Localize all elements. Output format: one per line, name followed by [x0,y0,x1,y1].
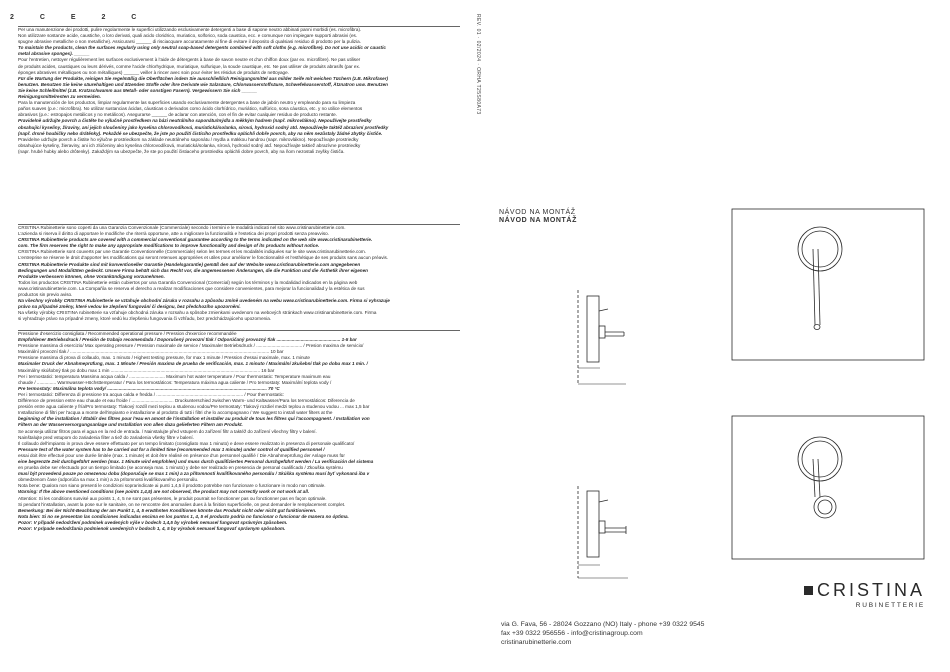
contact-fax-email: fax +39 0322 956556 - info@cristinagroup.com [501,630,643,638]
logo-square-icon [804,586,813,595]
specs-line: Empfohlener Betriebsdruck / Presión de trabajo recomendada / Doporučený provozní tlak / Odporúčaný provozný tlak .................................................. 1-5 bar [18,337,357,343]
specs-line: Nainštalujte pred vstupom do zariadenia filter a tiež do zariadenia všetky filtre v balení. [18,434,194,440]
cleaning-line: abrasivos (p.e.: estropajos metálicos y no metálicos). Asegurarse ______ de aclarar con atención, con el fin de evitar cualquier residuo de producto restante. [18,112,337,118]
specs-line: chaude / ............... Warmwasser-Höchsttemperatur / Para los termostáticos: Temperatura máxima agua caliente / Pro termostaty: Maximální teplota vody / [18,379,332,385]
cleaning-line: Pravidelně udržujte povrch a čistěte ho výlučně prostředkem na bázi neutrálního saponátu/mýdla a měkkým hadrem (např. mikrovlákno). Nepoužívejte prostředky [18,118,372,124]
specs-line: eine begrenzte Zeit durchgeführt werden (max. 1 Minute wird empfohlen) und muss durch qualifiziertes Personal durchgeführt werden / La verificación del sistema [18,458,374,464]
specs-line: beginning of the installation / Établir des filtres pour l'eau en amont de l'installation et installer au produit de tous les filtres qui l'accompagnent. / Installation von [18,416,370,422]
cleaning-line: Reinigungsmittelresten zu vermeiden. [18,94,101,100]
cleaning-line: metal abrasive sponges). ______ [18,51,90,57]
warranty-line: CRISTINA Rubinetterie sont couverts par une Garantie Conventionnelle (Commerciale) selon les termes et les modalités indiquées sur le site www.cristinarubinetterie.com. [18,249,367,255]
cleaning-line: Für die Wartung der Produkte, reinigen Sie regelmäßig die Oberflächen indem Sie ausschließlich Reinigungsmittel aus milder Seife mit weichen Tüchern (z.B. Mikrofaser) [18,75,389,81]
revision-code: REV. 01 · 02/2024 · ORHA T25S80A73 [475,14,481,115]
company-logo [804,580,925,609]
contact-address: via G. Fava, 56 - 28024 Gozzano (NO) Italy - phone +39 0322 9545 [501,621,705,628]
warranty-line: si vyhradzuje právo na prípadné zmeny, ktoré vedú ku zlepšeniu fungovania či vzhľadu, bez predchádzajúceho upozornenia. [18,316,272,322]
specs-line: Pressione massima di esercizio/ Max operating pressure / Pression maximale de service / Maximaler Betriebsdruck / .................................... / Presion maxima de servicio/ [18,343,364,349]
warranty-line: Bedingungen und Modalitäten gedeckt. Unsere Firma behält sich das Recht vor, die angemessenen Änderungen, die die Funktion und die Ästhetik ihrer eigenen [18,267,368,273]
warranty-line: CRISTINA Rubinetterie products are covered with a commercial conventional guarantee according to the terms indicated on the web site www.cristinarubinetterie. [18,237,373,243]
cleaning-line: Sie keine Schleifmittel (z.B. Kratzschwamm aus Metall- oder sonstigen Fasern). Vergewissern Sie sich ______ [18,87,258,93]
cleaning-line: Para la manutención de los productos, limpiar regularmente las superficies usando exclusivamente detergentes a base de jabón neutro y empleando para su limpieza [18,100,356,106]
specs-line: Pressione massima di prova di collaudo, max. 1 minuto / Highest testing pressure, for max 1 minute / Pression d'essai maximale, max. 1 minute [18,355,310,361]
warranty-line: CRISTINA Rubinetterie Produkte sind mit konventioneller Garantie (Handelsgarantie) gemäß den auf der Website www.cristinarubinetterie.com angegebenen [18,261,361,267]
warranty-line: CRISTINA Rubinetterie sono coperti da una Garanzia Convenzionale (Commerciale) secondo i termini e le modalità indicati nel sito www.cristinarubinetterie.com. [18,225,346,230]
specs-line: Nota bene: Qualora non siano presenti le condizioni soprarindicate ai punti 1,4,5 il prodotto potrebbe non funzionare o funzionare in modo non ottimale. [18,483,326,489]
cleaning-line: To maintain the products, clean the surfaces regularly using only neutral soap-based detergents combined with soft cloths (e.g. microfibre). Do not use acidic or caustic [18,45,386,51]
side-body-drawing-2 [587,491,599,557]
cleaning-line: benutzen. Benutzen Sie keine säurehaltigen und ätzenden Stoffe oder ihre Derivate wie Salzsäure, Chlorwasserstoffsäure, Schwefelwasserstoff, Ätznatron usw. Benutzen [18,81,388,87]
warranty-line: Na všetky výrobky CRISTINA rubinetterie sa vzťahuje obchodná záruka v rozsahu a spôsobe zmienkami uvedenom na webových stránkach www.cristinarubinetterie.com. Firma [18,310,377,316]
cleaning-line: spugne abrasive metalliche o non metalliche). Assicurarsi ______ di risciacquare accuratamente al fine di evitare il deposito di qualsiasi residuo di prodotto per la pulizia. [18,39,361,45]
contact-info [501,620,704,648]
specs-line: Maximální provozní tlak / ............................................................................................................................................................ 10 bar [18,349,284,355]
warranty-line: Todos los productos CRISTINA Rubinetterie están cubiertos por una Garantía Convencional (Comercial) según los términos y la modalidad indicados en la página web [18,279,358,285]
specs-line: musí být provedená pouze po omezenou dobu (doporučuje se max 1 min) a za přítomnosti kvalifikovaného personálu / Skúška systému musí byť vykonaná iba v [18,471,370,477]
cleaning-line: Non utilizzare sostanze acide, caustiche, o loro derivati, quali acido cloridrico, muriatico, solforico, soda caustica, ecc. e comunque non impiegare supporti abrasivi (es. [18,33,358,39]
contact-website: cristinarubinetterie.com [501,639,572,647]
cleaning-line: Per una manutenzione dei prodotti, pulire regolarmente le superfici utilizzando esclusivamente detergenti a base di sapone neutro abbinati panni morbidi (es. microfibra). [18,27,362,32]
specs-line: Pozor: V prípade nedodržania podmienok uvedených v bodoch 1, 4, 5 by výrobok nemusel fungovať správnym spôsobom. [18,526,286,531]
warranty-line: com. The firm reserves the right to make any appropriate modifications to improve functionality and design of its products without notice. [18,243,320,249]
side-body-drawing-1 [587,296,599,362]
specs-line: Filtern an der Wasserversorgungsanlage und Installation von allen dazu gelieferten Filtern am Produkt. [18,422,243,428]
cleaning-line: obsahujúce kyseliny, žieraviny, ani ich zlúčeniny ako kyselina chlorovodíková, muriatická/solanka, sírová, hydroxid sodný atď. Nepoužívajte taktiež abrazívne prostriedky [18,142,361,148]
specs-line: en prueba debe ser efectuado por un tiempo limitado (se aconseja max. 1 minuto) y debe ser realizado en presencia de personal cualificado / Zkouška systému [18,465,343,471]
cleaning-line: paños suaves (p.e.: microfibra). No utilizar sustancias ácidas, cáusticas o derivados como ácido clorhídrico, muriático, sulfúrico, sosa cáustica, etc. y no utilice elementos [18,106,363,112]
handle-ring-drawing-1 [798,227,842,271]
specs-line: Pressione d'esercizio consigliata / Recommended operational pressure / Pression d'exercice recommandée [18,331,237,336]
cleaning-line: éponges abrasives métalliques ou non métalliques) ______ veiller à rincer avec soin pour éviter les résidus de produits de nettoyage. [18,69,289,75]
cleaning-line: Pravidelne udržujte povrch a čistite ho výlučne prostriedkom na základe neutrálneho saponátu / mydla a mäkkou handrou (napr. mikrovlákno). Nepoužívajte prostriedky [18,136,359,142]
title-line-1: NÁVOD NA MONTÁŽ [499,209,576,216]
front-plate-drawing-2 [732,416,924,559]
specs-line: Maximaler Druck der Abnahmeprüfung, max. 1 Minute / Presión maxima de prueba de verificación, max. 1 minuto / Maximální zkušební tlak po dobu max 1 min. / [18,361,368,367]
warranty-line: právo na případné změny, které vedou ke zlepšení fungování či designu, bez předchozího upozornění. [18,304,241,310]
warranty-line: L'entreprise se réserve le droit d'apporter les modifications qui seront retenues appropriées et utiles pour améliorer le fonctionnalité et l'esthétique de ses produits sans aucun préavis. [18,255,389,261]
specs-line: Per i termostatici: Differenza di pressione tra acqua calda e fredda / .................................................................... / Pour thermostatic: [18,391,285,397]
specs-line: Warning: If the above mentioned conditions (see points 1,4,5) are not observed, the product may not correctly work or not work at all. [18,489,310,495]
specs-line: Maximálny skúšobný tlak po dobu max 1 min ..................................................................................................................... 16 bar [18,367,275,373]
cleaning-line: Pour l'entretien, nettoyer régulièrement les surfaces exclusivement à l'aide de détergents à base de savon neutre et d'un chiffon doux (par ex. microfibre). Ne pas utiliser [18,57,361,63]
specs-line: Installazione di filtri per l'acqua a monte dell'impianto e installazione al prodotto di tutti i filtri che lo accompagnano / We suggest to install water filters at the [18,410,333,416]
header-language-codes: 2 C E 2 C [10,14,149,21]
warranty-line: Produkte verbessern können, ohne Vorankündigung vorzunehmen. [18,273,165,279]
specs-line: Si pendant l'installation, avant la pose sur le sanitaire, on ne rencontre des anomalies dues à la finition superficielle, on peut demander le remplacement complet. [18,501,346,507]
front-plate-drawing-1 [732,209,924,360]
cleaning-line: (napr. hrubé hubky alebo drôtenky). Zakaždým sa ubezpečte, že ste po použití čistiaceho prostriedku opláchli dobre povrch, aby na ňom nezostali zvyšky čističa. [18,148,345,154]
warranty-line: Na všechny výrobky CRISTINA Rubinetterie se vztahuje obchodní záruka v rozsahu a způsobu zmíně uvedeném na webu www.cristinarubinetterie.com. Firma si vyhrazuje [18,298,390,304]
specs-line: Différence de pression entre eau chaude et eau froide / ................................. Druckunterschied zwischen Warm- und Kaltwasser/Para los termostáticos: Diferencia de [18,398,355,404]
specs-line: Bemerkung: Bei der Nicht-Beachtung der am Punkt 1, 4, 5 erwähnten Konditionen könnte das Produkt nicht oder nicht gut funktionieren. [18,507,317,513]
specs-line: Pre termostaty: Maximálna teplota vody/ ............................................................................................................................. 70 °C [18,385,280,391]
specs-line: Pressure test of the water system has to be carried out for a limited time (recommended max 1 minute) under control of qualified personnel / [18,446,325,452]
specs-line: Se aconseja utilizar filtros para el agua en la red de entrada. / Nainstalujte před vstupem do zařízení filtr a taktéž do zařízení všechny filtry v balení. [18,428,317,434]
specs-line: Attention: Si les conditions susvisé aux points 1, 4, 5 ne sont pas présentes, le produit pourrait ne fonctionner pas ou fonctionner pas en façon optimale. [18,495,327,501]
warranty-line: www.cristinarubinetterie.com. La Compañía se reserva el derecho a realizar modificaciones que considere convenientes, para mejorar la funcionalidad y la estética de sus [18,285,365,291]
specs-line: presión entre agua caliente y fría/Pro termostaty: Tlakový rozdíl mezi teplou a studenou vodou/Pre termostaty: Tlakový rozdiel medzi teplou a studenou vodou ... max 1,5 bar [18,404,370,410]
cleaning-line: obsahující kyseliny, žíraviny, ani jejich sloučeniny jako kyselina chlorovodíková, muriatická/solanka, sírová, hydroxid sodný atd. Nepoužívejte taktéž abrazivní prostředky [18,124,389,130]
logo-subtitle: RUBINETTERIE [855,602,926,609]
cleaning-line: (např. drsné houbičky nebo drátěnky). Pokaždé se ubezpečte, že jste po použití čisticího prostředku opláchli dobře povrch, aby na něm nezůstaly žádné zbytky čističe. [18,130,383,136]
specs-line: essai doit être effectué pour une durée limitée (max. 1 minute) et doit être réalisé en présence d'un personnel qualifié / Die Abnahmeprüfung der Anlage muss für [18,452,345,458]
specs-line: Pozor: V případě nedodržení podmínek uvedených výše v bodech 1,4,5 by výrobek nemusel fungovat správným způsobem. [18,519,288,525]
specs-line: Per i termostatici: temperatura Massima acqua calda / ............................ Maximum hot water temperature / Pour thermostatic: Temperature maximum eau [18,373,331,379]
diverter-knob-drawing-2 [814,496,836,518]
cleaning-line: de produits acides, caustiques ou leurs dérivés, comme l'acide chlorhydrique, muriatique, sulfurique, la soude caustique, etc. Ne pas utiliser de produits abrasifs (par ex. [18,63,361,69]
logo-name: CRISTINA [817,580,926,600]
specs-line: Il collaudo dell'impianto in prova deve essere effettuato per un tempo limitato (consigliato max 1 minuto) e deve essere realizzato in presenza di personale qualificato/ [18,440,355,446]
warranty-line: productos sin previo aviso. [18,292,73,298]
specs-line: obmedzenom čase (odporúča sa max 1 min) a za prítomnosti kvalifikovaného personálu. [18,477,199,483]
title-line-2: NÁVOD NA MONTÁŽ [499,217,577,224]
warranty-line: L'azienda si riserva il diritto di apportare le modifiche che riterrà opportune, atte a migliorare la funzionalità e l'estetica dei propri prodotti senza preavviso. [18,231,329,237]
handle-ring-drawing-2 [798,437,842,481]
specs-line: Nota bien: Si no se presentan las condiciones indicadas encima en los puntos 1, 4, 5 el producto podría no funcionar o funcionar de manera no óptima. [18,513,349,519]
